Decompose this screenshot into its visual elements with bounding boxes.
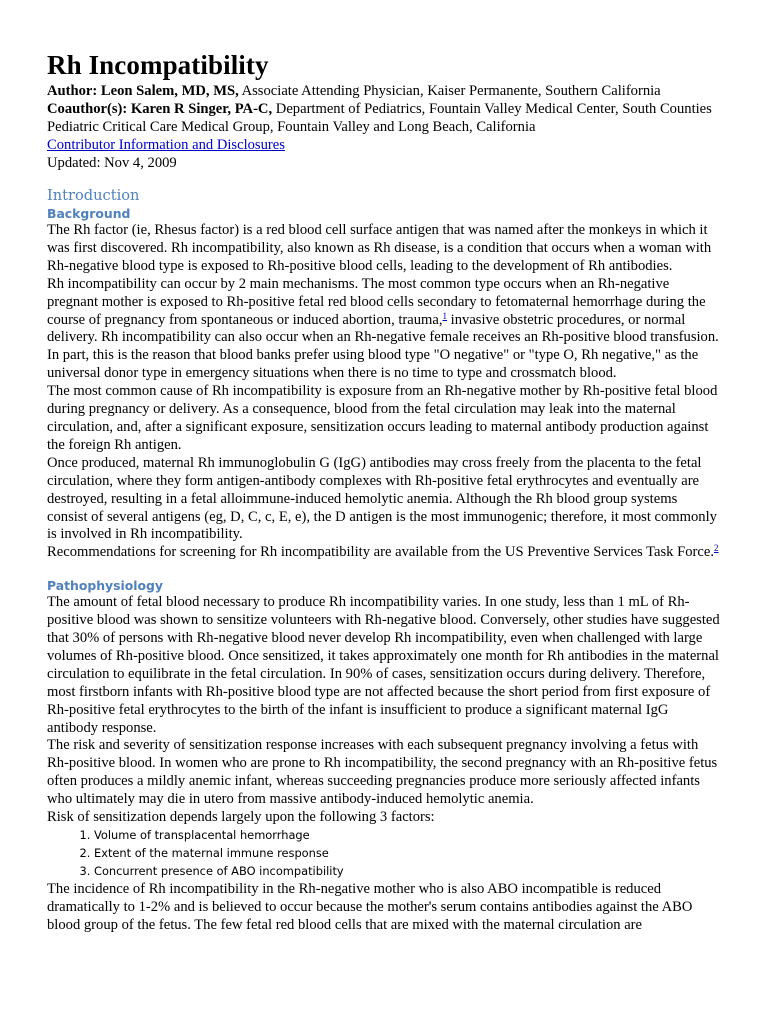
introduction-heading: Introduction bbox=[47, 187, 140, 204]
pathophysiology-paragraph: Risk of sensitization depends largely upon the following 3 factors: bbox=[47, 809, 435, 826]
reference-link-1[interactable]: 1 bbox=[442, 310, 448, 321]
background-heading: Background bbox=[47, 206, 131, 221]
background-paragraph: The most common cause of Rh incompatibility is exposure from an Rh-negative mother by Rh-positive fetal blood during pregnancy or delivery. As a consequence, blood from the fetal circulation may leak into the maternal circulation, and, after a significant exposure, sensitization occurs leading to maternal antibody production against the foreign Rh antigen. bbox=[47, 383, 718, 453]
reference-link-2[interactable]: 2 bbox=[714, 543, 719, 554]
author-label: Author: Leon Salem, MD, MS, bbox=[47, 83, 239, 99]
pathophysiology-paragraph: The amount of fetal blood necessary to produce Rh incompatibility varies. In one study, less than 1 mL of Rh-positive blood was shown to sensitize volunteers with Rh-negative blood. Conversely, other studies have suggested that 30% of persons with Rh-negative blood never develop Rh incompatibility, even when challenged with large volumes of Rh-positive blood. Once sensitized, it takes approximately one month for Rh antibodies in the maternal circulation to equilibrate in the fetal circulation. In 90% of cases, sensitization occurs during delivery. Therefore, most firstborn infants with Rh-positive blood type are not affected because the short period from first exposure of Rh-positive fetal erythrocytes to the birth of the infant is insufficient to produce a significant maternal IgG antibody response. bbox=[47, 594, 720, 736]
article-meta bbox=[47, 82, 721, 172]
author-affiliation: Associate Attending Physician, Kaiser Permanente, Southern California bbox=[238, 83, 661, 99]
coauthor-label: Coauthor(s): Karen R Singer, PA-C, bbox=[47, 101, 273, 117]
pathophysiology-heading: Pathophysiology bbox=[47, 578, 163, 594]
background-paragraph: Rh incompatibility can occur by 2 main mechanisms. The most common type occurs when an Rh-negative pregnant mother is exposed to Rh-positive fetal red blood cells secondary to fetomaternal hemorrhage during the course of pregnancy from spontaneous or induced abortion, trauma,$^1$ invasive obstetric procedures, or normal delivery. Rh incompatibility can also occur when an Rh-negative female receives an Rh-positive blood transfusion. In part, this is the reason that blood banks prefer using blood type "O negative" or "type O, Rh negative," as the universal donor type in emergency situations when there is no time to type and crossmatch blood. bbox=[47, 275, 719, 382]
list-item: 3. Concurrent presence of ABO incompatibility bbox=[94, 863, 721, 881]
pathophysiology-paragraph: The incidence of Rh incompatibility in the Rh-negative mother who is also ABO incompatible is reduced dramatically to 1-2% and is believed to occur because the mother's serum contains antibodies against the ABO blood group of the fetus. The few fetal red blood cells that are mixed with the maternal circulation are bbox=[47, 880, 693, 933]
updated-date: Updated: Nov 4, 2009 bbox=[47, 155, 177, 171]
disclosures-line bbox=[47, 136, 721, 154]
page-title: Rh Incompatibility bbox=[47, 50, 269, 80]
risk-factors-list bbox=[47, 827, 721, 881]
background-paragraph: The Rh factor (ie, Rhesus factor) is a red blood cell surface antigen that was named after the monkeys in which it was first discovered. Rh incompatibility, also known as Rh disease, is a condition that occurs when a woman with Rh-negative blood type is exposed to Rh-positive blood cells, leading to the development of Rh antibodies. bbox=[47, 222, 712, 274]
background-section bbox=[47, 222, 721, 562]
pathophysiology-paragraph: The risk and severity of sensitization response increases with each subsequent pregnancy involving a fetus with Rh-positive blood. In women who are prone to Rh incompatibility, the second pregnancy with an Rh-positive fetus often produces a mildly anemic infant, whereas succeeding pregnancies produce more seriously affected infants who ultimately may die in utero from massive antibody-induced hemolytic anemia. bbox=[47, 737, 718, 808]
reference-superscript bbox=[714, 543, 719, 553]
background-paragraph: Once produced, maternal Rh immunoglobulin G (IgG) antibodies may cross freely from the placenta to the fetal circulation, where they form antigen-antibody complexes with Rh-positive fetal erythrocytes and eventually are destroyed, resulting in a fetal alloimmune-induced hemolytic anemia. Although the Rh blood group systems consist of several antigens (eg, D, C, c, E, e), the D antigen is the most immunogenic; therefore, it most commonly is involved in Rh incompatibility. bbox=[47, 454, 717, 543]
coauthor-line bbox=[47, 100, 721, 136]
pathophysiology-section bbox=[47, 594, 721, 934]
coauthor-affiliation: Department of Pediatrics, Fountain Valley Medical Center, South Counties Pediatric Critical Care Medical Group, Fountain Valley and Long Beach, California bbox=[47, 101, 712, 135]
list-item: 2. Extent of the maternal immune response bbox=[94, 845, 721, 863]
background-paragraph: Recommendations for screening for Rh incompatibility are available from the US Preventive Services Task Force.$^2$ bbox=[47, 543, 719, 561]
author-line bbox=[47, 82, 721, 100]
disclosures-link[interactable]: Contributor Information and Disclosures bbox=[47, 137, 285, 153]
list-item: 1. Volume of transplacental hemorrhage bbox=[94, 827, 721, 845]
